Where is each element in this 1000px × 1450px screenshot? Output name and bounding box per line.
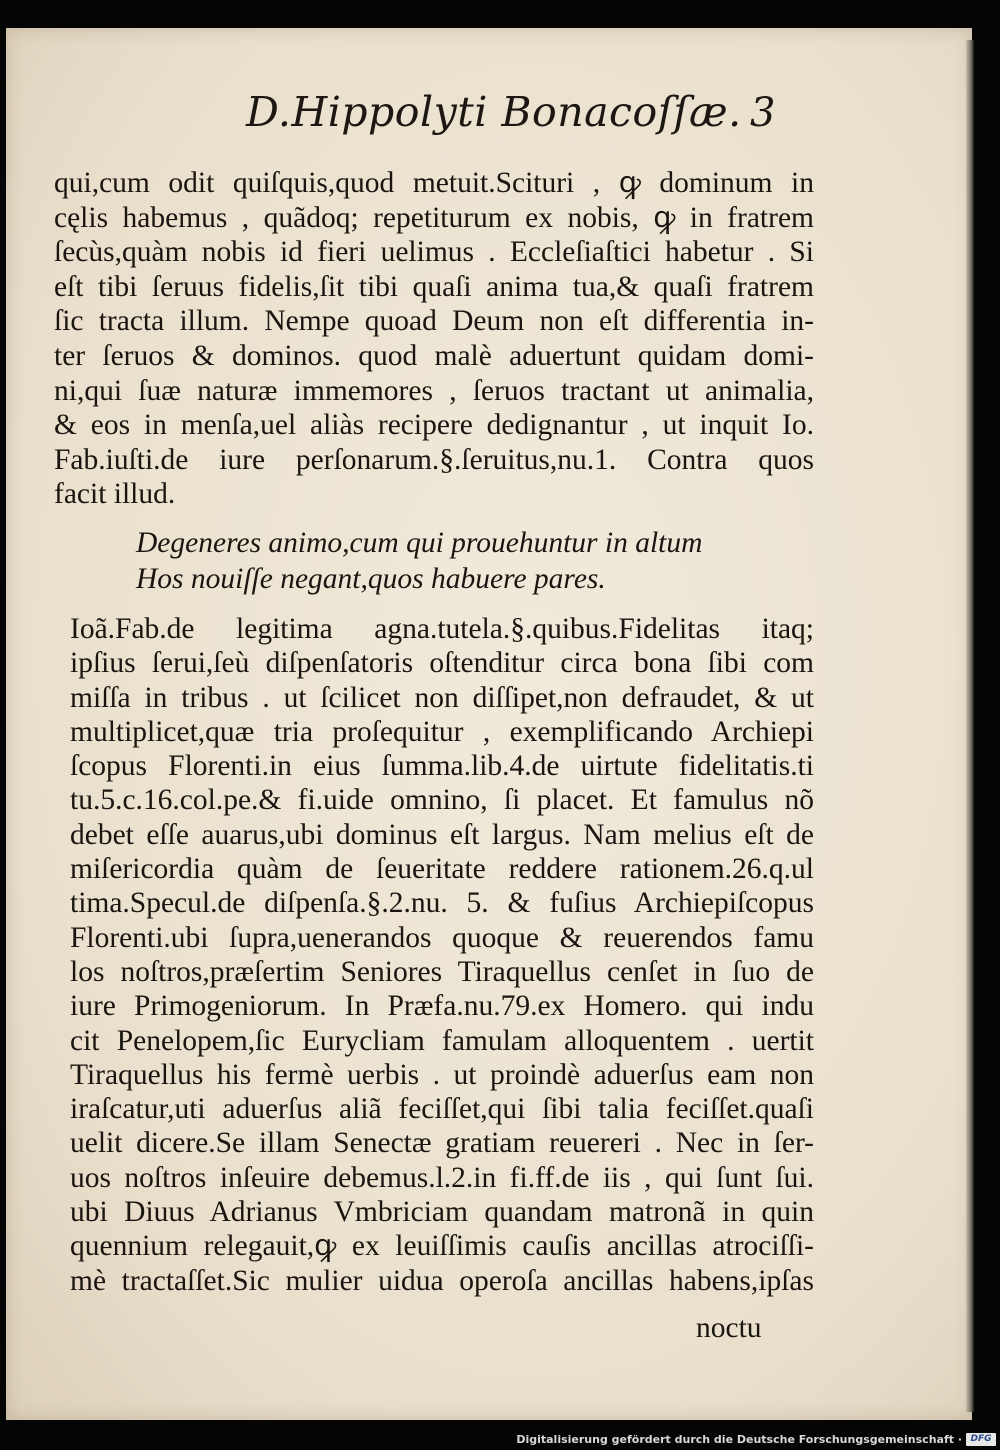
text-line: cęlis habemus , quãdoq; repetiturum ex nobis, ꝙ in fratrem [54,201,814,234]
text-line: facit illud. [54,478,176,511]
text-line: debet eſſe auarus,ubi dominus eſt largus. Nam melius eſt de [70,818,814,851]
text-line: iraſcatur,uti aduerſus aliã feciſſet,qui ſibi talia feciſſet.quaſi [70,1093,814,1126]
text-line: uelit dicere.Se illam Senectæ gratiam reuereri . Nec in ſer- [70,1127,814,1160]
text-line: miſericordia quàm de ſeueritate reddere rationem.26.q.ul [70,853,814,886]
verse-line: Hos nouiſſe negant,quos habuere pares. [136,563,606,595]
page-number: 3 [750,90,776,136]
running-head-title: D.Hippolyti Bonacoſſæ. [246,88,742,136]
book-page [6,28,972,1420]
text-line: mè tractaſſet.Sic mulier uidua operoſa ancillas habens,ipſas [70,1264,814,1297]
text-line: qui,cum odit quiſquis,quod metuit.Scituri , ꝙ dominum in [54,167,814,199]
running-head [6,88,972,148]
text-line: Florenti.ubi ſupra,uenerandos quoque & reuerendos famu [70,921,814,954]
text-line: ubi Diuus Adrianus Vmbriciam quandam matronã in quin [70,1196,814,1229]
text-line: los noſtros,præſertim Seniores Tiraquellus cenſet in ſuo de [70,955,814,988]
dfg-logo-icon: DFG [966,1433,996,1446]
text-line: miſſa in tribus . ut ſcilicet non diſſipet,non defraudet, & ut [70,681,814,714]
text-line: ter ſeruos & dominos. quod malè aduertunt quidam domi- [54,339,814,372]
text-line: quennium relegauit,ꝙ ex leuiſſimis cauſis ancillas atrociſſi- [70,1230,814,1263]
text-line: iure Primogeniorum. In Præfa.nu.79.ex Homero. qui indu [70,990,814,1023]
verse-line: Degeneres animo,cum qui prouehuntur in altum [136,527,703,559]
text-line: ſcopus Florenti.in eius ſumma.lib.4.de uirtute fidelitatis.ti [70,750,814,783]
text-line: Ioã.Fab.de legitima agna.tutela.§.quibus.Fidelitas itaq; [70,613,814,645]
text-line: Tiraquellus his fermè uerbis . ut proindè aduerſus eam non [70,1058,814,1091]
text-line: tima.Specul.de diſpenſa.§.2.nu. 5. & fuſius Archiepiſcopus [70,887,814,920]
catchword: noctu [696,1312,762,1344]
footer-bar [0,1430,1000,1450]
text-line: ipſius ſerui,ſeù diſpenſatoris oſtenditur circa bona ſibi com [70,647,814,680]
text-line: tu.5.c.16.col.pe.& fi.uide omnino, ſi placet. Et famulus nõ [70,784,814,817]
text-line: uos noſtros inſeuire debemus.l.2.in fi.ff.de iis , qui ſunt ſui. [70,1161,814,1194]
text-line: ſic tracta illum. Nempe quoad Deum non eſt differentia in- [54,305,814,338]
text-line: cit Penelopem,ſic Eurycliam famulam alloquentem . uertit [70,1024,814,1057]
verse-quotation [136,525,736,597]
body-paragraph-2 [70,612,814,1298]
text-line: multiplicet,quæ tria proſequitur , exemplificando Archiepi [70,715,814,748]
funding-credit: Digitalisierung gefördert durch die Deutsche Forschungsgemeinschaft · [516,1433,962,1446]
text-line: ſecùs,quàm nobis id fieri uelimus . Eccleſiaſtici habetur . Si [54,236,814,269]
text-line: ni,qui ſuæ naturæ immemores , ſeruos tractant ut animalia, [54,374,814,407]
text-line: Fab.iuſti.de iure perſonarum.§.ſeruitus,nu.1. Contra quos [54,443,814,476]
text-line: eſt tibi ſeruus fidelis,ſit tibi quaſi anima tua,& quaſi fratrem [54,270,814,303]
body-paragraph-1 [54,166,814,512]
page-edge-shadow [966,40,974,1412]
text-line: & eos in menſa,uel aliàs recipere dedignantur , ut inquit Io. [54,409,814,442]
